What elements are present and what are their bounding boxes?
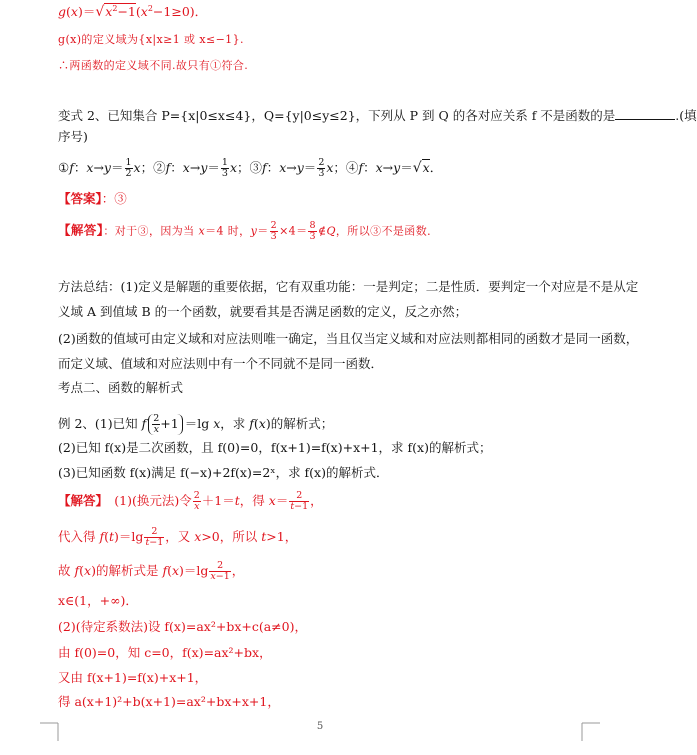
example-2-part-1: 例 2、(1)已知 f $\frac{2}{x}$ +1 ＝lg x，求 f(x)的解析式； bbox=[58, 413, 334, 435]
solution-2-line-1: 【解答】 (1)(换元法)令 $\frac{2}{x}$ ＋1＝t，得 x＝ $\frac{2}{t-1}$ ， bbox=[58, 490, 323, 512]
line-g-domain: g(x)的定义域为{x|x≥1 或 x≤−1}. bbox=[58, 33, 244, 46]
solution-2-line-8: 得 a(x+1)²+b(x+1)=ax²+bx+x+1， bbox=[58, 694, 280, 709]
solution-2-line-3: 故 f(x)的解析式是 f(x)＝lg $\frac{2}{x-1}$ ， bbox=[58, 560, 245, 582]
solution-2-line-7: 又由 f(x+1)=f(x)+x+1， bbox=[58, 670, 208, 685]
line-g-definition: $g(x)=√x^2-1(x^2-1\ge 0)$． bbox=[58, 4, 208, 20]
answer-blank bbox=[615, 107, 675, 120]
answer-tag: 【答案】 bbox=[58, 191, 102, 206]
page-number: 5 bbox=[316, 721, 324, 732]
summary-line-2: 义域 A 到值域 B 的一个函数，就要看其是否满足函数的定义，反之亦然； bbox=[58, 304, 468, 319]
solution-2-line-5: (2)(待定系数法)设 f(x)=ax²+bx+c(a≠0)， bbox=[58, 619, 307, 634]
example-2-part-3: (3)已知函数 f(x)满足 f(−x)+2f(x)=2ˣ，求 f(x)的解析式． bbox=[58, 465, 389, 480]
solution-2-line-4: x∈(1，+∞)． bbox=[58, 593, 138, 608]
example-2-part-2: (2)已知 f(x)是二次函数，且 f(0)=0，f(x+1)=f(x)+x+1，求 f(x)的解析式； bbox=[58, 440, 492, 455]
answer-value: ：③ bbox=[101, 191, 127, 206]
solution-2-tag: 【解答】 bbox=[58, 493, 102, 508]
variant-2-text: 变式 2、已知集合 P={x|0≤x≤4}，Q={y|0≤y≤2}，下列从 P 到 Q 的各对应关系 f 不是函数的是 bbox=[58, 108, 616, 123]
variant-2-options: ①f：x→y＝ $\frac{1}{2}$ x；②f：x→y＝ $\frac{1}{3}$ x；③f：x→y＝ $\frac{2}{3}$ x；④f：x→y＝√x． bbox=[58, 157, 443, 179]
solution-line: 【解答】：对于③，因为当 x＝4 时，y＝ $\frac{2}{3}$ ×4＝ $\frac{8}{3}$ ∉Q，所以③不是函数． bbox=[58, 220, 439, 242]
variant-2-fill: .(填 bbox=[675, 108, 697, 123]
solution-tag: 【解答】 bbox=[58, 222, 104, 238]
variant-2-question bbox=[58, 107, 697, 124]
summary-line-1: 方法总结：(1)定义是解题的重要依据，它有双重功能：一是判定；二是性质．要判定一个对应是不是从定 bbox=[58, 279, 639, 294]
summary-line-3: (2)函数的值域可由定义域和对应法则唯一确定，当且仅当定义域和对应法则都相同的函数才是同一函数， bbox=[58, 331, 639, 346]
variant-2-question-cont: 序号) bbox=[58, 129, 88, 144]
summary-line-4: 而定义域、值域和对应法则中有一个不同就不是同一函数． bbox=[58, 356, 384, 371]
solution-2-line-6: 由 f(0)=0，知 c=0，f(x)=ax²+bx， bbox=[58, 645, 272, 660]
line-conclusion: ∴两函数的定义域不同.故只有①符合. bbox=[58, 59, 249, 72]
answer-line bbox=[58, 191, 127, 207]
section-heading: 考点二、函数的解析式 bbox=[58, 380, 184, 395]
solution-2-line-2: 代入得 f(t)＝lg $\frac{2}{t-1}$ ，又 x>0，所以 t>1， bbox=[58, 526, 298, 548]
